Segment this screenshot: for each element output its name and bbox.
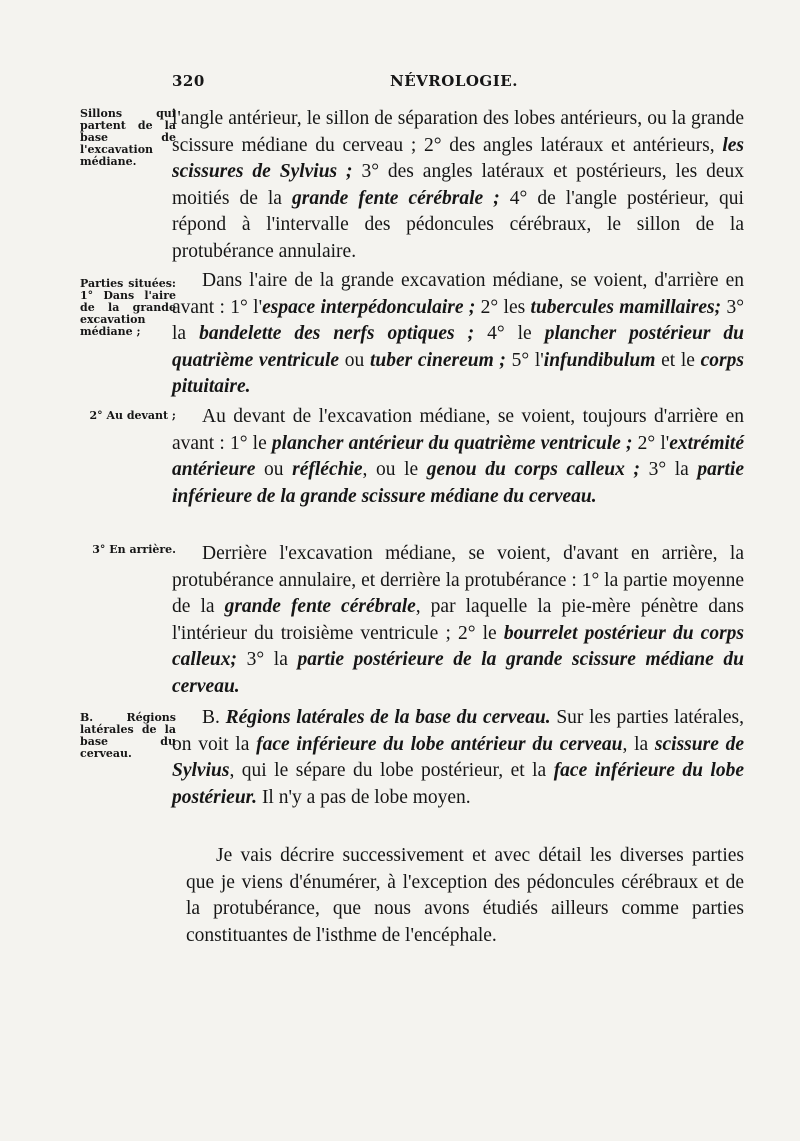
page-number: 320 bbox=[172, 72, 205, 90]
text-run: 3° la bbox=[172, 296, 744, 344]
italic-run: scissure de Sylvius bbox=[172, 733, 744, 781]
italic-run: grande fente cérébrale ; bbox=[292, 187, 500, 209]
text-run: 2° les bbox=[475, 296, 531, 318]
text-run: Au devant de l'excavation médiane, se voient, toujours d'arrière en avant : 1° le bbox=[172, 406, 744, 454]
margin-note-sillons: Sillons qui partent de la base de l'excavation médiane. bbox=[80, 107, 176, 168]
text-run: 4° de l'angle postérieur, qui répond à l'intervalle des pédoncules cérébraux, le sillon de la protubérance annulaire. bbox=[172, 187, 744, 262]
text-run: Derrière l'excavation médiane, se voient, d'avant en arrière, la protubérance annulaire, et derrière la protubérance : 1° la partie moyenne de la bbox=[172, 543, 744, 617]
text-run: Dans l'aire de la grande excavation médiane, se voient, d'arrière en avant : 1° l' bbox=[172, 270, 744, 318]
text-run: , ou le bbox=[362, 459, 427, 480]
text-run: 5° l' bbox=[505, 349, 544, 371]
text-run: 4° le bbox=[474, 323, 545, 344]
italic-run: les scissures de Sylvius ; bbox=[172, 134, 744, 182]
italic-run: face inférieure du lobe postérieur. bbox=[172, 760, 744, 808]
italic-run: plancher postérieur du quatrième ventricule bbox=[172, 323, 745, 371]
paragraph-3 bbox=[172, 404, 744, 510]
text-run: ou bbox=[255, 459, 293, 480]
text-run: ou bbox=[339, 349, 370, 371]
text-run: , par laquelle la pie-mère pénètre dans l'intérieur du troisième ventricule ; 2° le bbox=[172, 596, 744, 644]
text-run: 3° des angles latéraux et postérieurs, les deux moitiés de la bbox=[172, 161, 744, 209]
paragraph-4 bbox=[172, 541, 744, 700]
italic-run: partie postérieure de la grande scissure médiane du cerveau. bbox=[172, 649, 745, 697]
text-run: , la bbox=[622, 733, 655, 755]
italic-run: bandelette des nerfs optiques ; bbox=[199, 323, 475, 344]
italic-run: grande fente cérébrale bbox=[224, 596, 416, 617]
italic-run: genou du corps calleux ; bbox=[426, 459, 640, 480]
text-run: Il n'y a pas de lobe moyen. bbox=[257, 786, 471, 808]
italic-run: extrémité antérieure bbox=[172, 432, 744, 480]
text-run: Je vais décrire successivement et avec détail les diverses parties que je viens d'énumérer, à l'exception des pédoncules cérébraux et de la protubérance, que nous avons étudiés ailleurs comme parties constituantes de l'isthme de l'encéphale. bbox=[186, 845, 744, 946]
text-run: 3° la bbox=[236, 649, 298, 670]
italic-run: réfléchie bbox=[292, 459, 363, 480]
margin-note-en-arriere: 3° En arrière. bbox=[92, 543, 176, 556]
italic-run: espace interpédonculaire ; bbox=[262, 296, 476, 318]
margin-note-au-devant: 2° Au devant ; bbox=[89, 409, 176, 422]
italic-run: Régions latérales de la base du cerveau. bbox=[225, 707, 551, 728]
italic-run: tuber cinereum ; bbox=[369, 349, 506, 371]
text-run: 2° l' bbox=[632, 432, 670, 454]
italic-run: bourrelet postérieur du corps calleux; bbox=[172, 622, 744, 670]
text-run: B. bbox=[202, 707, 226, 728]
text-run: , qui le sépare du lobe postérieur, et la bbox=[229, 760, 554, 781]
margin-note-parties-situees: Parties situées: 1° Dans l'aire de la grande excavation médiane ; bbox=[80, 277, 176, 338]
text-run: et le bbox=[655, 349, 701, 371]
running-title: NÉVROLOGIE. bbox=[390, 72, 518, 90]
italic-run: plancher antérieur du quatrième ventricule ; bbox=[271, 432, 633, 454]
italic-run: corps pituitaire. bbox=[172, 349, 744, 397]
italic-run: partie inférieure de la grande scissure médiane du cerveau. bbox=[172, 459, 745, 507]
paragraph-5 bbox=[172, 705, 744, 811]
paragraph-6 bbox=[186, 843, 744, 949]
text-run: 3° la bbox=[639, 459, 698, 480]
paragraph-2 bbox=[172, 268, 744, 401]
text-run: Sur les parties latérales, on voit la bbox=[172, 707, 745, 755]
margin-note-regions-laterales: B. Régions latérales de la base du cerveau. bbox=[80, 711, 176, 760]
paragraph-1 bbox=[172, 106, 744, 265]
italic-run: face inférieure du lobe antérieur du cerveau bbox=[256, 733, 623, 755]
italic-run: tubercules mamillaires; bbox=[530, 296, 722, 318]
text-run: l'angle antérieur, le sillon de séparation des lobes antérieurs, ou la grande scissure médiane du cerveau ; 2° des angles latéraux et antérieurs, bbox=[172, 108, 744, 156]
italic-run: infundibulum bbox=[543, 349, 656, 371]
